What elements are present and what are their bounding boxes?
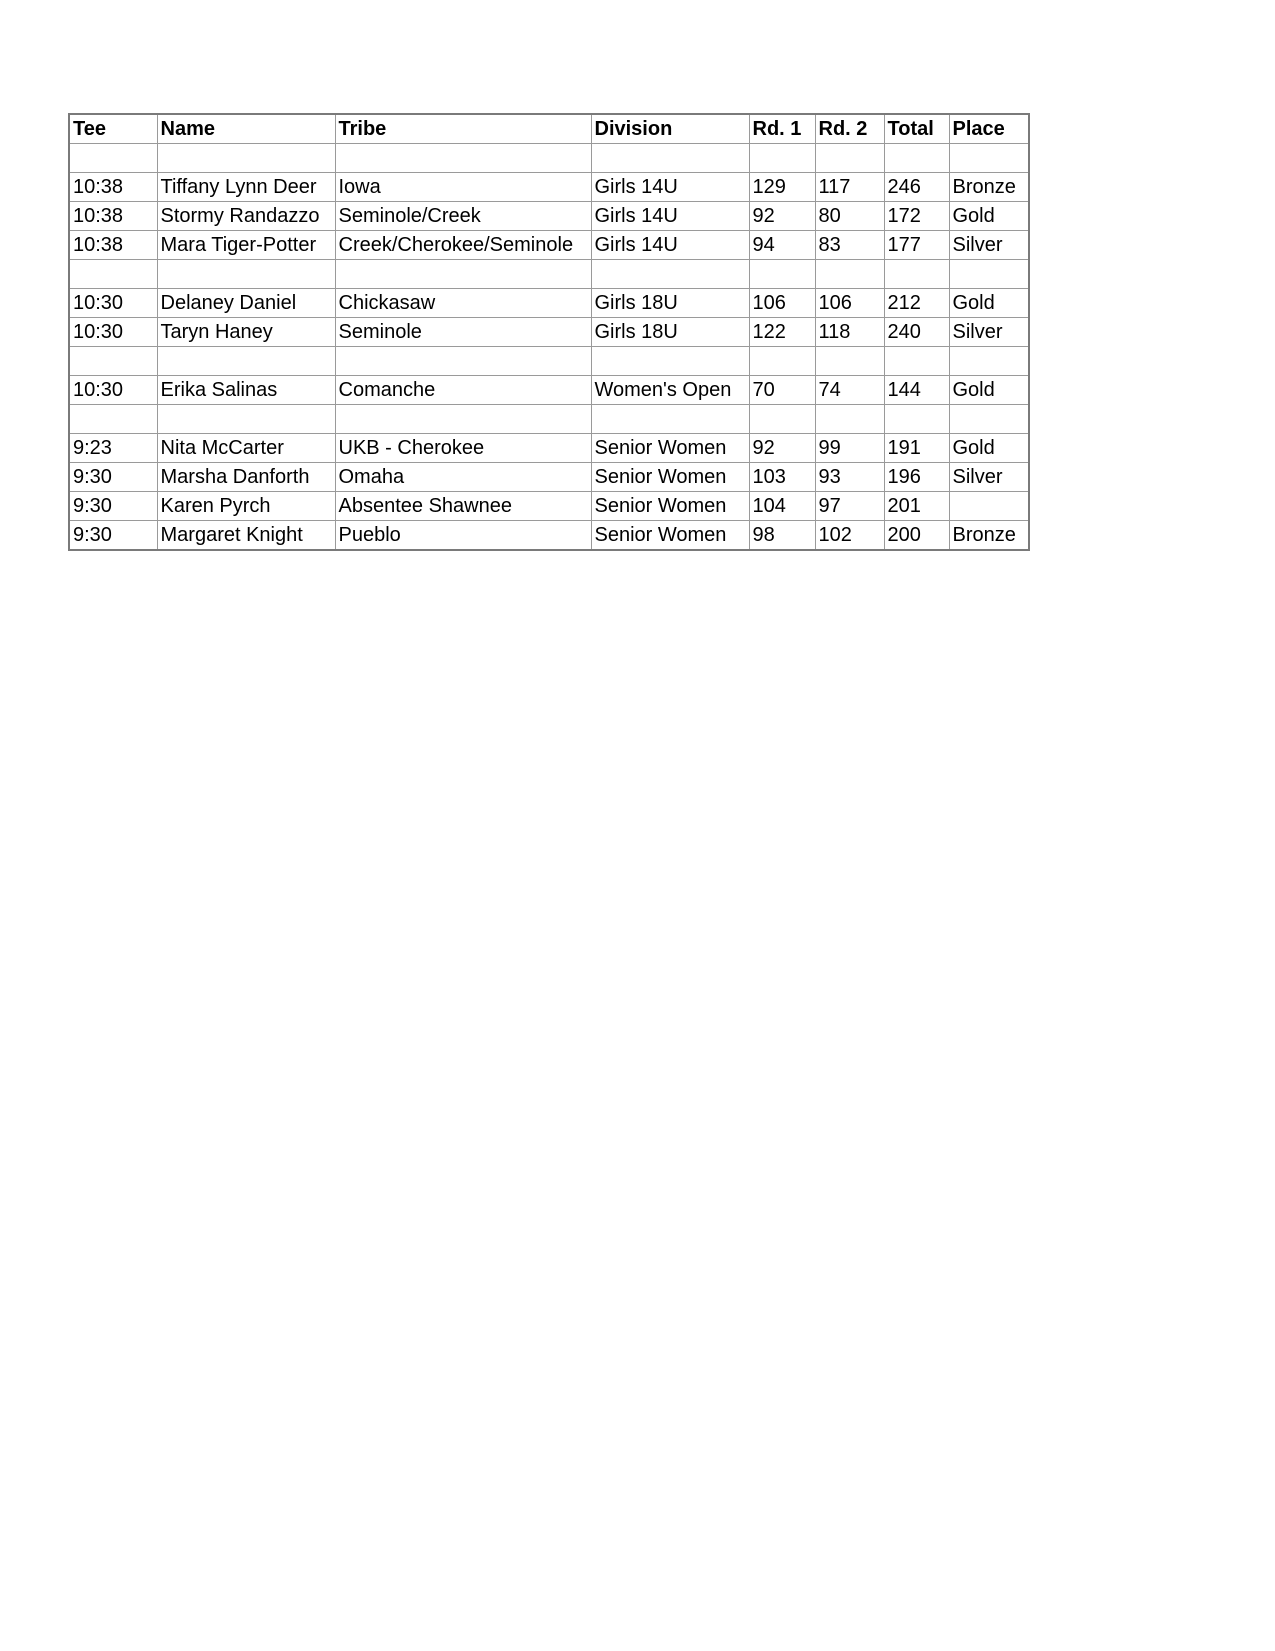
- cell-division: Senior Women: [591, 434, 749, 463]
- header-division: Division: [591, 114, 749, 144]
- cell-place: [949, 492, 1029, 521]
- cell-rd1: 98: [749, 521, 815, 551]
- cell-total: 191: [884, 434, 949, 463]
- cell-tee: 9:30: [69, 463, 157, 492]
- table-row: [69, 144, 1029, 173]
- cell-tribe: Seminole: [335, 318, 591, 347]
- cell-division: Senior Women: [591, 463, 749, 492]
- cell-name: Taryn Haney: [157, 318, 335, 347]
- cell-division: [591, 144, 749, 173]
- cell-place: Gold: [949, 434, 1029, 463]
- cell-name: [157, 260, 335, 289]
- cell-rd2: 83: [815, 231, 884, 260]
- cell-rd2: 74: [815, 376, 884, 405]
- cell-name: Nita McCarter: [157, 434, 335, 463]
- table-row: [69, 173, 1029, 202]
- cell-total: 212: [884, 289, 949, 318]
- cell-tribe: [335, 347, 591, 376]
- cell-total: 201: [884, 492, 949, 521]
- cell-rd1: 122: [749, 318, 815, 347]
- cell-division: Girls 14U: [591, 202, 749, 231]
- table-row: [69, 231, 1029, 260]
- cell-total: 177: [884, 231, 949, 260]
- cell-place: Silver: [949, 231, 1029, 260]
- cell-place: Gold: [949, 289, 1029, 318]
- header-name: Name: [157, 114, 335, 144]
- table-row: [69, 434, 1029, 463]
- table-row: [69, 318, 1029, 347]
- cell-place: [949, 405, 1029, 434]
- cell-rd1: 129: [749, 173, 815, 202]
- cell-rd1: [749, 260, 815, 289]
- cell-tribe: Chickasaw: [335, 289, 591, 318]
- cell-name: Erika Salinas: [157, 376, 335, 405]
- cell-place: Bronze: [949, 173, 1029, 202]
- header-rd1: Rd. 1: [749, 114, 815, 144]
- cell-tee: 10:38: [69, 173, 157, 202]
- cell-place: Silver: [949, 318, 1029, 347]
- cell-total: [884, 347, 949, 376]
- cell-tee: 10:30: [69, 376, 157, 405]
- table-row: [69, 202, 1029, 231]
- table-row: [69, 463, 1029, 492]
- cell-total: 240: [884, 318, 949, 347]
- cell-rd1: 92: [749, 434, 815, 463]
- cell-division: [591, 405, 749, 434]
- cell-place: [949, 144, 1029, 173]
- cell-total: 196: [884, 463, 949, 492]
- header-row: [69, 114, 1029, 144]
- cell-total: 200: [884, 521, 949, 551]
- cell-tribe: [335, 405, 591, 434]
- cell-tee: 10:30: [69, 318, 157, 347]
- table-row: [69, 347, 1029, 376]
- cell-rd2: 93: [815, 463, 884, 492]
- cell-tribe: UKB - Cherokee: [335, 434, 591, 463]
- table-row: [69, 521, 1029, 551]
- cell-place: Gold: [949, 376, 1029, 405]
- cell-total: 246: [884, 173, 949, 202]
- cell-tribe: Omaha: [335, 463, 591, 492]
- cell-tribe: [335, 260, 591, 289]
- header-place: Place: [949, 114, 1029, 144]
- cell-name: [157, 347, 335, 376]
- cell-tee: [69, 347, 157, 376]
- cell-place: Silver: [949, 463, 1029, 492]
- cell-name: Tiffany Lynn Deer: [157, 173, 335, 202]
- cell-rd1: [749, 144, 815, 173]
- cell-division: Girls 18U: [591, 318, 749, 347]
- cell-rd2: [815, 405, 884, 434]
- cell-tee: 9:23: [69, 434, 157, 463]
- cell-tribe: Seminole/Creek: [335, 202, 591, 231]
- cell-tribe: Absentee Shawnee: [335, 492, 591, 521]
- cell-tee: [69, 405, 157, 434]
- cell-rd1: [749, 347, 815, 376]
- header-tee: Tee: [69, 114, 157, 144]
- results-body: [69, 144, 1029, 551]
- header-tribe: Tribe: [335, 114, 591, 144]
- cell-division: Senior Women: [591, 521, 749, 551]
- cell-tribe: [335, 144, 591, 173]
- cell-total: [884, 144, 949, 173]
- cell-name: Marsha Danforth: [157, 463, 335, 492]
- results-table: [68, 113, 1030, 551]
- cell-rd2: 102: [815, 521, 884, 551]
- cell-rd1: 106: [749, 289, 815, 318]
- table-row: [69, 260, 1029, 289]
- table-row: [69, 492, 1029, 521]
- cell-tee: 9:30: [69, 521, 157, 551]
- cell-name: [157, 144, 335, 173]
- cell-tribe: Iowa: [335, 173, 591, 202]
- cell-division: Girls 14U: [591, 231, 749, 260]
- cell-rd2: 106: [815, 289, 884, 318]
- cell-rd2: 80: [815, 202, 884, 231]
- cell-division: Senior Women: [591, 492, 749, 521]
- cell-place: Gold: [949, 202, 1029, 231]
- table-row: [69, 405, 1029, 434]
- cell-rd2: [815, 347, 884, 376]
- cell-total: 172: [884, 202, 949, 231]
- cell-name: Stormy Randazzo: [157, 202, 335, 231]
- cell-name: Delaney Daniel: [157, 289, 335, 318]
- cell-division: Women's Open: [591, 376, 749, 405]
- cell-tee: 10:30: [69, 289, 157, 318]
- cell-total: [884, 405, 949, 434]
- cell-tribe: Creek/Cherokee/Seminole: [335, 231, 591, 260]
- cell-place: Bronze: [949, 521, 1029, 551]
- cell-place: [949, 347, 1029, 376]
- cell-tee: [69, 260, 157, 289]
- cell-rd2: [815, 260, 884, 289]
- cell-name: Karen Pyrch: [157, 492, 335, 521]
- cell-division: [591, 260, 749, 289]
- cell-rd2: 99: [815, 434, 884, 463]
- cell-name: Mara Tiger-Potter: [157, 231, 335, 260]
- cell-tribe: Comanche: [335, 376, 591, 405]
- cell-division: [591, 347, 749, 376]
- cell-tribe: Pueblo: [335, 521, 591, 551]
- cell-name: Margaret Knight: [157, 521, 335, 551]
- cell-rd1: 92: [749, 202, 815, 231]
- results-sheet: [68, 113, 1028, 551]
- cell-name: [157, 405, 335, 434]
- header-total: Total: [884, 114, 949, 144]
- cell-division: Girls 14U: [591, 173, 749, 202]
- cell-rd1: [749, 405, 815, 434]
- cell-tee: 10:38: [69, 231, 157, 260]
- cell-total: 144: [884, 376, 949, 405]
- cell-rd1: 104: [749, 492, 815, 521]
- cell-rd2: 118: [815, 318, 884, 347]
- cell-rd1: 94: [749, 231, 815, 260]
- cell-place: [949, 260, 1029, 289]
- cell-tee: 9:30: [69, 492, 157, 521]
- cell-rd2: 97: [815, 492, 884, 521]
- cell-rd2: 117: [815, 173, 884, 202]
- header-rd2: Rd. 2: [815, 114, 884, 144]
- cell-rd1: 103: [749, 463, 815, 492]
- cell-tee: 10:38: [69, 202, 157, 231]
- cell-total: [884, 260, 949, 289]
- cell-rd1: 70: [749, 376, 815, 405]
- cell-rd2: [815, 144, 884, 173]
- cell-division: Girls 18U: [591, 289, 749, 318]
- cell-tee: [69, 144, 157, 173]
- table-row: [69, 289, 1029, 318]
- table-row: [69, 376, 1029, 405]
